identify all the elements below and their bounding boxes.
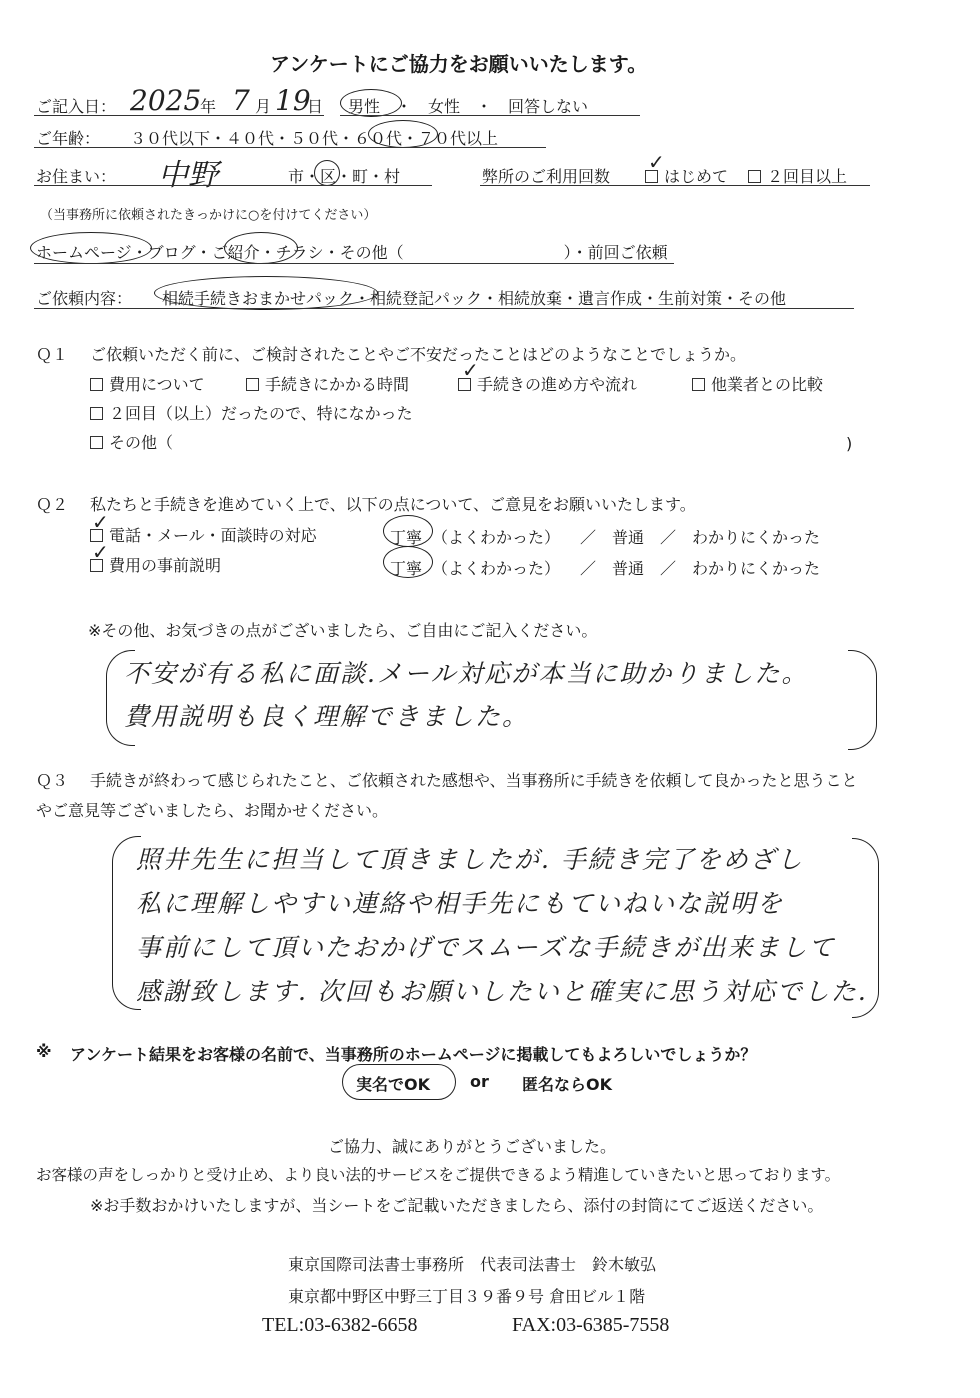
check-mark-icon: ✓ <box>462 358 479 382</box>
publish-question: アンケート結果をお客様の名前で、当事務所のホームページに掲載してもよろしいでしょうか？ <box>70 1045 757 1064</box>
closing-thanks: ご協力、誠にありがとうございました。 <box>328 1137 617 1156</box>
address-city[interactable]: 中野 <box>158 158 218 193</box>
q3-number: Ｑ３ <box>36 771 69 790</box>
day-unit: 日 <box>307 97 324 116</box>
q1-checkbox[interactable] <box>90 378 103 391</box>
q2-item-contact[interactable] <box>90 523 317 546</box>
referral-underline <box>34 263 674 264</box>
usage-underline <box>480 185 870 186</box>
age-label: ご年齢： <box>36 129 101 148</box>
q1-option-other[interactable] <box>90 430 173 453</box>
request-circle <box>154 276 378 310</box>
usage-repeat-option[interactable] <box>748 164 847 187</box>
usage-repeat-checkbox[interactable] <box>748 170 761 183</box>
q2-rating-circle <box>383 546 433 578</box>
q2-item-label: 費用の事前説明 <box>109 556 222 575</box>
usage-repeat-label: ２回目以上 <box>767 167 848 186</box>
q2-rating-good[interactable]: 丁寧 <box>390 528 423 547</box>
address-label: お住まい： <box>36 167 117 186</box>
check-mark-icon: ✓ <box>92 540 109 564</box>
q1-close-paren: ) <box>846 434 853 453</box>
check-mark-icon: ✓ <box>648 150 665 174</box>
referral-note: （当事務所に依頼されたきっかけに○を付けてください） <box>40 208 377 223</box>
page-title: アンケートにご協力をお願いいたします。 <box>270 52 648 76</box>
publish-mark: ※ <box>36 1042 52 1061</box>
age-options[interactable]: ３０代以下・４０代・５０代・６０代・７０代以上 <box>130 129 499 148</box>
q1-checkbox[interactable] <box>692 378 705 391</box>
q2-item-cost[interactable] <box>90 553 221 576</box>
q3-answer-line[interactable]: 私に理解しやすい連絡や相手先にもていねいな説明を <box>136 889 785 918</box>
q1-checkbox[interactable] <box>90 436 103 449</box>
q2-item-label: 電話・メール・面談時の対応 <box>109 526 317 545</box>
q1-checkbox[interactable] <box>90 407 103 420</box>
q1-option-second-time[interactable] <box>90 401 413 424</box>
referral-options[interactable]: ホームページ・ブログ・ご紹介・チラシ・その他（ ）・前回ご依頼 <box>36 243 668 262</box>
closing-message: お客様の声をしっかりと受け止め、より良い法的サービスをご提供できるよう精進していきたいと思っております。 <box>36 1166 841 1184</box>
publish-anonymous-option[interactable]: 匿名ならOK <box>522 1075 613 1094</box>
age-circle <box>368 120 438 148</box>
day-value[interactable]: 19 <box>275 84 311 117</box>
publish-selected-circle <box>342 1064 456 1100</box>
q2-answer-line[interactable]: 不安が有る私に面談.メール対応が本当に助かりました。 <box>124 659 809 688</box>
q2-question: 私たちと手続きを進めていく上で、以下の点について、ご意見をお願いいたします。 <box>90 495 696 514</box>
usage-first-label: はじめて <box>664 167 729 186</box>
q1-option-label: 手続きにかかる時間 <box>265 375 410 394</box>
gender-circle <box>340 89 402 117</box>
publish-or: or <box>470 1072 489 1091</box>
q2-rating-other[interactable]: ／ 普通 ／ わかりにくかった <box>580 528 821 547</box>
date-label: ご記入日： <box>36 97 117 116</box>
q2-answer-bracket-right <box>848 650 877 750</box>
q1-option-cost[interactable] <box>90 372 205 395</box>
address-units[interactable]: 市・区・町・村 <box>288 167 401 186</box>
q1-option-label: その他（ <box>109 433 174 452</box>
q2-rating-circle <box>383 515 433 547</box>
q2-rating-other[interactable]: ／ 普通 ／ わかりにくかった <box>580 559 821 578</box>
q1-option-label: ２回目（以上）だったので、特になかった <box>109 404 413 423</box>
year-value[interactable]: 2025 <box>130 84 202 117</box>
year-unit: 年 <box>200 97 217 116</box>
referral-circle-introduction <box>224 232 298 264</box>
date-underline <box>34 115 324 116</box>
q2-answer-line[interactable]: 費用説明も良く理解できました。 <box>124 702 530 731</box>
q1-number: Ｑ１ <box>36 345 69 364</box>
office-name: 東京国際司法書士事務所 代表司法書士 鈴木敏弘 <box>288 1255 657 1274</box>
q3-question-line1: 手続きが終わって感じられたこと、ご依頼された感想や、当事務所に手続きを依頼して良かったと思うこと <box>90 771 858 790</box>
month-unit: 月 <box>255 97 272 116</box>
request-label: ご依頼内容： <box>36 289 133 308</box>
office-fax[interactable]: FAX:03-6385-7558 <box>512 1314 670 1336</box>
address-circle <box>314 160 340 186</box>
q3-question-line2: やご意見等ございましたら、お聞かせください。 <box>36 801 389 820</box>
age-underline <box>34 147 546 148</box>
q2-rating-good-note: （よくわかった） <box>432 528 561 547</box>
q1-option-label: 手続きの進め方や流れ <box>477 375 638 394</box>
q2-rating-good[interactable]: 丁寧 <box>390 559 423 578</box>
office-address: 東京都中野区中野三丁目３９番９号 倉田ビル１階 <box>288 1287 646 1306</box>
request-options[interactable]: 相続手続きおまかせパック・相続登記パック・相続放棄・遺言作成・生前対策・その他 <box>162 289 787 308</box>
usage-label: 弊所のご利用回数 <box>482 167 611 186</box>
q2-rating-good-note: （よくわかった） <box>432 559 561 578</box>
q2-other-prompt: ※その他、お気づきの点がございましたら、ご自由にご記入ください。 <box>88 621 598 640</box>
address-underline <box>34 185 432 186</box>
q2-number: Ｑ２ <box>36 495 69 514</box>
check-mark-icon: ✓ <box>92 510 109 534</box>
q1-option-compare[interactable] <box>692 372 823 395</box>
q1-option-process[interactable] <box>458 372 637 395</box>
gender-options[interactable]: 男性 ・ 女性 ・ 回答しない <box>348 97 589 116</box>
month-value[interactable]: 7 <box>232 84 250 117</box>
q3-answer-line[interactable]: 感謝致します. 次回もお願いしたいと確実に思う対応でした. <box>136 977 868 1006</box>
q1-option-label: 他業者との比較 <box>711 375 824 394</box>
publish-real-name-option[interactable]: 実名でOK <box>356 1075 431 1094</box>
referral-circle-homepage <box>30 232 152 264</box>
q1-option-time[interactable] <box>246 372 409 395</box>
q1-checkbox[interactable] <box>246 378 259 391</box>
q3-answer-line[interactable]: 照井先生に担当して頂きましたが. 手続き完了をめざし <box>136 845 804 874</box>
gender-underline <box>340 115 640 116</box>
q1-option-label: 費用について <box>109 375 205 394</box>
q3-answer-line[interactable]: 事前にして頂いたおかげでスムーズな手続きが出来まして <box>136 933 836 962</box>
request-underline <box>34 308 854 309</box>
closing-return-note: ※お手数おかけいたしますが、当シートをご記載いただきましたら、添付の封筒にてご返送ください。 <box>90 1196 824 1215</box>
q1-question: ご依頼いただく前に、ご検討されたことやご不安だったことはどのようなことでしょうか。 <box>90 345 747 364</box>
office-tel[interactable]: TEL:03-6382-6658 <box>262 1314 418 1336</box>
